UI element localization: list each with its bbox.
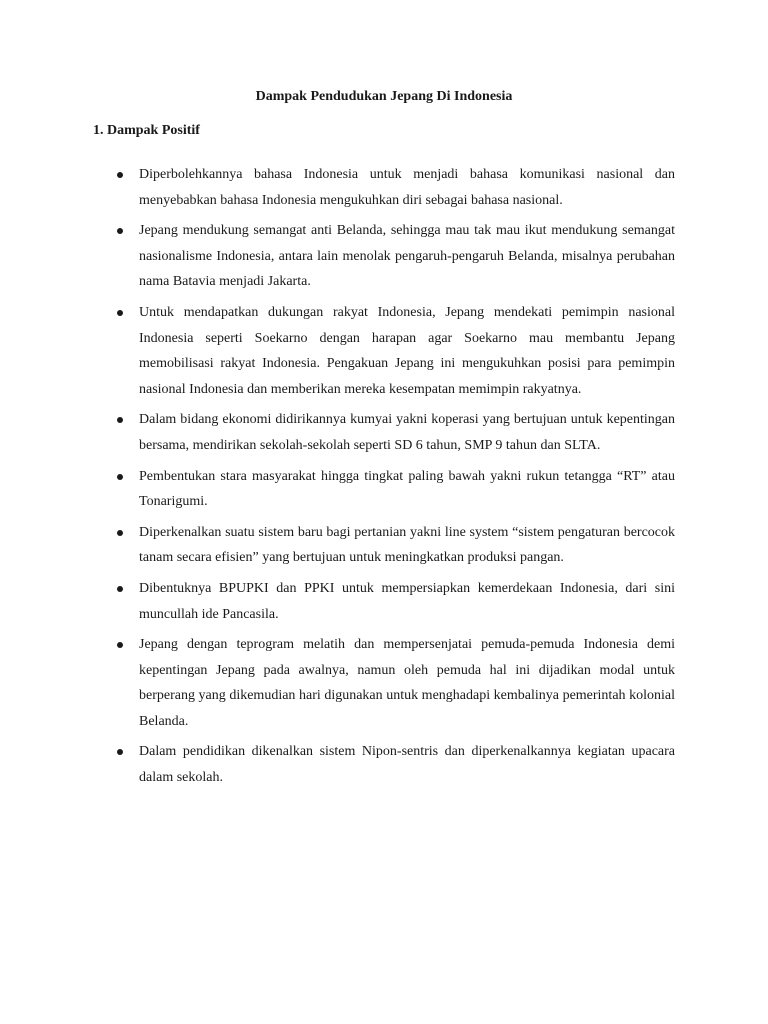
list-item-text: Diperbolehkannya bahasa Indonesia untuk menjadi bahasa komunikasi nasional dan menyebabkan bahasa Indonesia mengukuhkan diri sebagai bahasa nasional. — [139, 167, 675, 208]
list-item-text: Dalam pendidikan dikenalkan sistem Nipon-sentris dan diperkenalkannya kegiatan upacara dalam sekolah. — [139, 744, 675, 786]
list-item-text: Pembentukan stara masyarakat hingga tingkat paling bawah yakni rukun tetangga “RT” atau Tonarigumi. — [139, 468, 675, 510]
bullet-icon — [117, 310, 123, 316]
section-heading: 1. Dampak Positif — [93, 123, 200, 138]
list-item — [93, 407, 675, 458]
bullet-icon — [117, 530, 123, 536]
bullet-icon — [117, 642, 123, 648]
bullet-icon — [117, 172, 123, 178]
bullet-icon — [117, 586, 123, 592]
bullet-icon — [117, 749, 123, 755]
bullet-icon — [117, 417, 123, 423]
bullet-icon — [117, 228, 123, 234]
list-item — [93, 739, 675, 790]
list-item-text: Dibentuknya BPUPKI dan PPKI untuk mempersiapkan kemerdekaan Indonesia, dari sini muncullah ide Pancasila. — [139, 580, 675, 622]
list-item-text: Diperkenalkan suatu sistem baru bagi pertanian yakni line system “sistem pengaturan bercocok tanam secara efisien” yang bertujuan untuk meningkatkan produksi pangan. — [139, 524, 675, 566]
list-item — [93, 576, 675, 627]
list-item — [93, 218, 675, 295]
bullet-icon — [117, 474, 123, 480]
bullet-list — [93, 162, 675, 796]
list-item — [93, 632, 675, 734]
list-item-text: Untuk mendapatkan dukungan rakyat Indonesia, Jepang mendekati pemimpin nasional Indonesia seperti Soekarno dengan harapan agar Soekarno mau membantu Jepang memobilisasi rakyat Indonesia. Pengakuan Jepang ini mengukuhkan posisi para pemimpin nasional Indonesia dan memberikan mereka kesempatan memimpin rakyatnya. — [139, 304, 675, 397]
list-item-text: Jepang mendukung semangat anti Belanda, sehingga mau tak mau ikut mendukung semangat nasionalisme Indonesia, antara lain menolak pengaruh-pengaruh Belanda, misalnya perubahan nama Batavia menjadi Jakarta. — [139, 223, 675, 290]
list-item — [93, 162, 675, 213]
list-item-text: Dalam bidang ekonomi didirikannya kumyai yakni koperasi yang bertujuan untuk kepentingan bersama, mendirikan sekolah-sekolah seperti SD 6 tahun, SMP 9 tahun dan SLTA. — [139, 412, 675, 453]
list-item — [93, 520, 675, 571]
list-item — [93, 300, 675, 402]
list-item — [93, 464, 675, 515]
list-item-text: Jepang dengan teprogram melatih dan mempersenjatai pemuda-pemuda Indonesia demi kepentingan Jepang pada awalnya, namun oleh pemuda hal ini dijadikan modal untuk berperang yang dikemudian hari digunakan untuk menghadapi kembalinya pemerintah kolonial Belanda. — [139, 637, 675, 729]
document-title: Dampak Pendudukan Jepang Di Indonesia — [255, 89, 513, 104]
